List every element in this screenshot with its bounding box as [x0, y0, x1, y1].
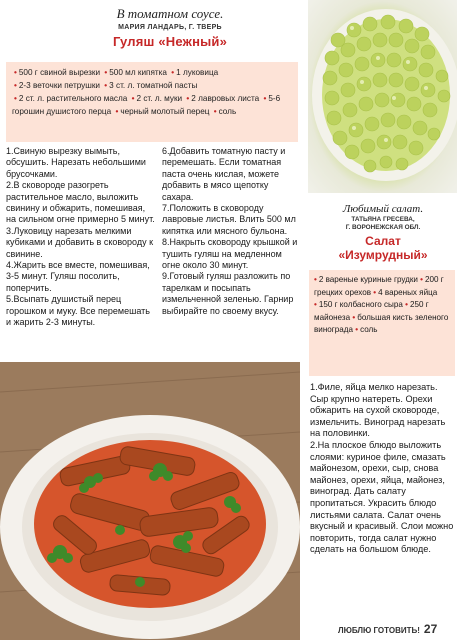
ingredient-item: 2 вареные куриные грудки: [318, 275, 418, 284]
recipe-step: 2.На плоское блюдо выложить слоями: куриное филе, смазать майонезом, орехи, сыр, снова майонез, орехи, яйца, майонез, виноград. Дать салату пропитаться. Украсить блюдо листьями салата. Салат очень вкусный и красивый. Слои можно повторить, тогда салат нужно сделать на большом блюде.: [310, 439, 454, 555]
salad-title-line1: Салат: [365, 234, 401, 248]
salad-steps: [310, 382, 454, 556]
ingredient-item: большая кисть зеленого винограда: [314, 312, 449, 335]
ingredient-item: 1 луковица: [176, 68, 219, 77]
ingredient-item: 2-3 веточки петрушки: [18, 81, 100, 90]
grape-salad-photo: [308, 0, 457, 193]
steps-column-1: [6, 146, 156, 329]
salad-title-line2: «Изумрудный»: [338, 248, 428, 262]
salad-author-city: Г. ВОРОНЕЖСКАЯ ОБЛ.: [345, 224, 421, 231]
ingredient-item: 5-6 горошин душистого перца: [12, 94, 281, 116]
ingredient-item: 500 г свиной вырезки: [18, 68, 101, 77]
recipe-author: МАРИЯ ЛАНДАРЬ, Г. ТВЕРЬ: [118, 24, 222, 31]
recipe-subtitle: В томатном соусе.: [116, 6, 224, 21]
recipe-step: 2.В сковороде разогреть растительное масло, выложить свинину и обжарить, помешивая, на сильном огне примерно 5 минут.: [6, 180, 155, 225]
recipe-step: 9.Готовый гуляш разложить по тарелкам и посыпать измельченной зеленью. Гарнир выбирайте по своему вкусу.: [162, 271, 294, 316]
recipe-step: 8.Накрыть сковороду крышкой и тушить гуляш на медленном огне около 30 минут.: [162, 237, 298, 271]
grape-salad-illustration: [308, 0, 457, 193]
ingredient-item: соль: [218, 107, 237, 116]
ingredient-item: 2 ст. л. растительного масла: [18, 94, 128, 103]
salad-author: [312, 216, 454, 232]
salad-subtitle: Любимый салат.: [342, 203, 424, 215]
page-footer: [338, 622, 437, 636]
ingredient-item: 2 лавровых листа: [191, 94, 260, 103]
recipe-title: Гуляш «Нежный»: [112, 34, 228, 49]
recipe-step: 4.Жарить все вместе, помешивая, 3-5 минут. Гуляш посолить, поперчить.: [6, 260, 150, 293]
ingredient-item: 3 ст. л. томатной пасты: [109, 81, 198, 90]
ingredient-item: 200 г грецких орехов: [314, 275, 444, 297]
recipe-step: 6.Добавить томатную пасту и перемешать. Если томатная паста очень кислая, можете добавить в мясо щепотку сахара.: [162, 146, 286, 202]
recipe-step: 3.Луковицу нарезать мелкими кубиками и добавить в сковороду к свинине.: [6, 225, 154, 259]
salad-ingredients-box: • 2 вареные куриные грудки • 200 г грецких орехов • 4 вареных яйца • 150 г колбасного сыра • 250 г майонеза • большая кисть зеленого винограда • соль: [309, 270, 455, 376]
recipe-step: 1.Свиную вырезку вымыть, обсушить. Нарезать небольшими брусочками.: [6, 146, 146, 179]
page-number: 27: [423, 622, 438, 636]
ingredient-item: 2 ст. л. муки: [136, 94, 183, 103]
ingredient-item: 150 г колбасного сыра: [318, 300, 403, 310]
goulash-illustration: [0, 362, 300, 640]
ingredient-item: черный молотый перец: [120, 107, 210, 116]
magazine-name: ЛЮБЛЮ ГОТОВИТЬ!: [338, 626, 420, 635]
salad-author-name: ТАТЬЯНА ГРЕСЕВА,: [351, 216, 415, 223]
recipe-step: 1.Филе, яйца мелко нарезать. Сыр крупно натереть. Орехи обжарить на сухой сковороде, измельчить. Виноград нарезать на половинки.: [310, 382, 446, 439]
steps-column-2: [162, 146, 300, 317]
ingredient-item: 500 мл кипятка: [109, 68, 167, 77]
ingredient-item: соль: [360, 325, 378, 335]
salad-title: [312, 234, 454, 262]
ingredient-item: 4 вареных яйца: [378, 287, 438, 297]
recipe-step: 7.Положить в сковороду лавровые листья. Влить 500 мл кипятка или мясного бульона.: [162, 203, 296, 236]
goulash-photo: [0, 362, 300, 640]
ingredient-item: 250 г майонеза: [314, 300, 429, 322]
recipe-step: 5.Всыпать душистый перец горошком и муку. Все перемешать и жарить 2-3 минуты.: [6, 294, 150, 328]
ingredients-box: • 500 г свиной вырезки • 500 мл кипятка • 1 луковица • 2-3 веточки петрушки • 3 ст. л. томатной пасты • 2 ст. л. растительного масла • 2 ст. л. муки • 2 лавровых листа • 5-6 горошин душистого перца • черный молотый перец • соль: [6, 62, 298, 142]
